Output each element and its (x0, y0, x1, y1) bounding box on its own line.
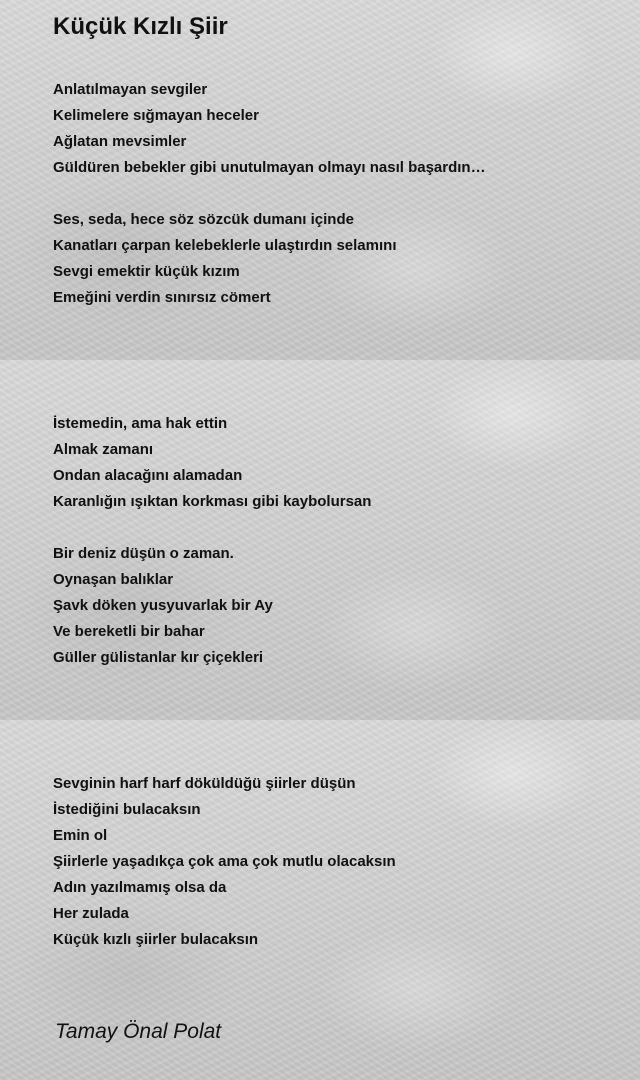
poem-line: Küçük kızlı şiirler bulacaksın (53, 931, 259, 948)
poem-line: Güller gülistanlar kır çiçekleri (53, 649, 264, 666)
poem-line: İstediğini bulacaksın (53, 801, 201, 818)
poem-line: Karanlığın ışıktan korkması gibi kaybolursan (53, 493, 372, 510)
poem-line: Kelimelere sığmayan heceler (53, 107, 259, 124)
poem-line: Bir deniz düşün o zaman. (53, 545, 234, 562)
stanza-4 (53, 541, 273, 671)
poem-line: Şiirlerle yaşadıkça çok ama çok mutlu olacaksın (53, 853, 396, 870)
poem-line: Sevginin harf harf döküldüğü şiirler düşün (53, 775, 356, 792)
stanza-5 (53, 771, 396, 953)
poem-line: Emin ol (53, 827, 108, 844)
stanza-2 (53, 207, 396, 311)
poem-line: Emeğini verdin sınırsız cömert (53, 289, 271, 306)
poem-line: Ve bereketli bir bahar (53, 623, 205, 640)
poem-line: Ağlatan mevsimler (53, 133, 187, 150)
poem-line: Şavk döken yusyuvarlak bir Ay (53, 597, 273, 614)
poem-line: Ondan alacağını alamadan (53, 467, 243, 484)
stanza-3 (53, 411, 371, 515)
poem-line: Anlatılmayan sevgiler (53, 81, 208, 98)
author-signature: Tamay Önal Polat (55, 1020, 222, 1043)
stanza-1 (53, 77, 486, 181)
poem-line: Sevgi emektir küçük kızım (53, 263, 240, 280)
poem-title: Küçük Kızlı Şiir (53, 13, 228, 40)
poem-card-2 (0, 360, 640, 720)
poem-line: Ses, seda, hece söz sözcük dumanı içinde (53, 211, 354, 228)
poem-line: Kanatları çarpan kelebeklerle ulaştırdın selamını (53, 237, 397, 254)
poem-line: Almak zamanı (53, 441, 154, 458)
poem-card-3 (0, 720, 640, 1080)
poem-line: Adın yazılmamış olsa da (53, 879, 227, 896)
poem-card-1 (0, 0, 640, 360)
poem-line: İstemedin, ama hak ettin (53, 415, 228, 432)
poem-line: Her zulada (53, 905, 129, 922)
poem-line: Oynaşan balıklar (53, 571, 174, 588)
poem-line: Güldüren bebekler gibi unutulmayan olmayı nasıl başardın… (53, 159, 486, 176)
